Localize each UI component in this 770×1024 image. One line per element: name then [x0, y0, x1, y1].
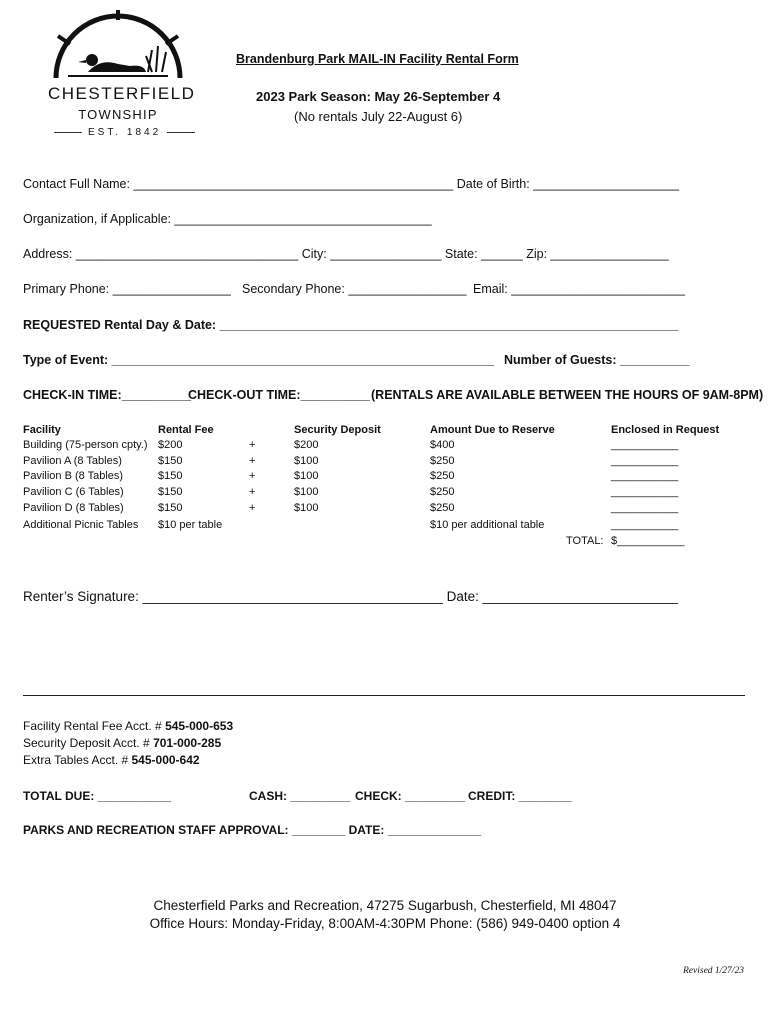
row-deposit: $100 — [294, 502, 319, 514]
row-facility: Additional Picnic Tables — [23, 519, 139, 531]
requested-date-field[interactable]: REQUESTED Rental Day & Date: __________________________________________________________________ — [23, 318, 679, 332]
event-type-field[interactable]: Type of Event: _______________________________________________________ — [23, 353, 495, 367]
staff-approval-field[interactable]: PARKS AND RECREATION STAFF APPROVAL: ________ DATE: ______________ — [23, 823, 482, 837]
col-security-deposit: Security Deposit — [294, 424, 381, 436]
email-field[interactable]: Email: _________________________ — [473, 282, 685, 296]
logo-est: EST. 1842 — [48, 127, 188, 138]
row-plus: + — [249, 502, 256, 514]
logo-township: TOWNSHIP — [78, 107, 158, 122]
row-enclosed-field[interactable]: ___________ — [611, 455, 679, 467]
footer-address: Chesterfield Parks and Recreation, 47275 Sugarbush, Chesterfield, MI 48047 — [153, 898, 617, 913]
row-fee: $150 — [158, 502, 183, 514]
signature-field[interactable]: Renter’s Signature: ________________________________________ Date: __________________________ — [23, 589, 678, 604]
rental-fee-account-label: Facility Rental Fee Acct. # — [23, 719, 166, 733]
logo-name: CHESTERFIELD — [48, 84, 196, 103]
row-facility: Pavilion C (6 Tables) — [23, 486, 124, 498]
check-field[interactable]: CHECK: _________ — [355, 789, 466, 803]
checkout-field[interactable]: CHECK-OUT TIME:__________ — [188, 388, 371, 402]
row-fee: $150 — [158, 470, 183, 482]
primary-phone-field[interactable]: Primary Phone: _________________ — [23, 282, 231, 296]
row-due: $250 — [430, 455, 455, 467]
row-plus: + — [249, 455, 256, 467]
col-enclosed: Enclosed in Request — [611, 424, 720, 436]
row-facility: Pavilion D (8 Tables) — [23, 502, 124, 514]
row-enclosed-field[interactable]: ___________ — [611, 519, 679, 531]
township-logo — [48, 10, 196, 138]
total-field[interactable]: $___________ — [611, 535, 685, 547]
col-amount-due: Amount Due to Reserve — [430, 424, 555, 436]
rental-fee-account-number: 545-000-653 — [165, 719, 234, 733]
revised-date: Revised 1/27/23 — [683, 966, 744, 976]
row-due: $250 — [430, 502, 455, 514]
security-deposit-account — [23, 736, 221, 750]
row-enclosed-field[interactable]: ___________ — [611, 439, 679, 451]
row-due: $400 — [430, 439, 455, 451]
divider — [23, 695, 745, 696]
rental-fee-account — [23, 719, 233, 733]
row-fee: $150 — [158, 455, 183, 467]
row-deposit: $200 — [294, 439, 319, 451]
row-due: $250 — [430, 470, 455, 482]
row-deposit: $100 — [294, 486, 319, 498]
row-fee: $150 — [158, 486, 183, 498]
organization-field[interactable]: Organization, if Applicable: _____________________________________ — [23, 212, 432, 226]
row-enclosed-field[interactable]: ___________ — [611, 502, 679, 514]
row-deposit: $100 — [294, 470, 319, 482]
row-enclosed-field[interactable]: ___________ — [611, 470, 679, 482]
secondary-phone-field[interactable]: Secondary Phone: _________________ — [242, 282, 467, 296]
row-facility: Building (75-person cpty.) — [23, 439, 148, 451]
row-facility: Pavilion B (8 Tables) — [23, 470, 124, 482]
guests-field[interactable]: Number of Guests: __________ — [504, 353, 690, 367]
row-enclosed-field[interactable]: ___________ — [611, 486, 679, 498]
contact-name-field[interactable]: Contact Full Name: ______________________________________________ Date of Birth: _____________________ — [23, 177, 680, 191]
row-fee: $200 — [158, 439, 183, 451]
extra-tables-account-label: Extra Tables Acct. # — [23, 753, 132, 767]
row-plus: + — [249, 486, 256, 498]
ship-wheel-loon-icon — [48, 10, 188, 80]
col-rental-fee: Rental Fee — [158, 424, 214, 436]
col-facility: Facility — [23, 424, 61, 436]
extra-tables-account — [23, 753, 200, 767]
total-due-field[interactable]: TOTAL DUE: ___________ — [23, 789, 172, 803]
row-deposit: $100 — [294, 455, 319, 467]
row-plus: + — [249, 470, 256, 482]
row-due: $250 — [430, 486, 455, 498]
address-field[interactable]: Address: ________________________________ City: ________________ State: ______ Zip: _________________ — [23, 247, 669, 261]
season-dates: 2023 Park Season: May 26-September 4 — [256, 89, 501, 104]
cash-field[interactable]: CASH: _________ — [249, 789, 351, 803]
no-rentals-note: (No rentals July 22-August 6) — [294, 109, 463, 124]
checkin-field[interactable]: CHECK-IN TIME:__________ — [23, 388, 192, 402]
security-deposit-account-label: Security Deposit Acct. # — [23, 736, 154, 750]
form-title: Brandenburg Park MAIL-IN Facility Rental Form — [236, 52, 519, 66]
row-fee: $10 per table — [158, 519, 223, 531]
footer-hours: Office Hours: Monday-Friday, 8:00AM-4:30PM Phone: (586) 949-0400 option 4 — [149, 916, 621, 931]
total-label: TOTAL: — [566, 535, 604, 547]
row-plus: + — [249, 439, 256, 451]
security-deposit-account-number: 701-000-285 — [153, 736, 222, 750]
extra-tables-account-number: 545-000-642 — [131, 753, 200, 767]
hours-note: (RENTALS ARE AVAILABLE BETWEEN THE HOURS OF 9AM-8PM) — [371, 388, 764, 402]
row-due: $10 per additional table — [430, 519, 545, 531]
row-facility: Pavilion A (8 Tables) — [23, 455, 122, 467]
credit-field[interactable]: CREDIT: ________ — [468, 789, 573, 803]
